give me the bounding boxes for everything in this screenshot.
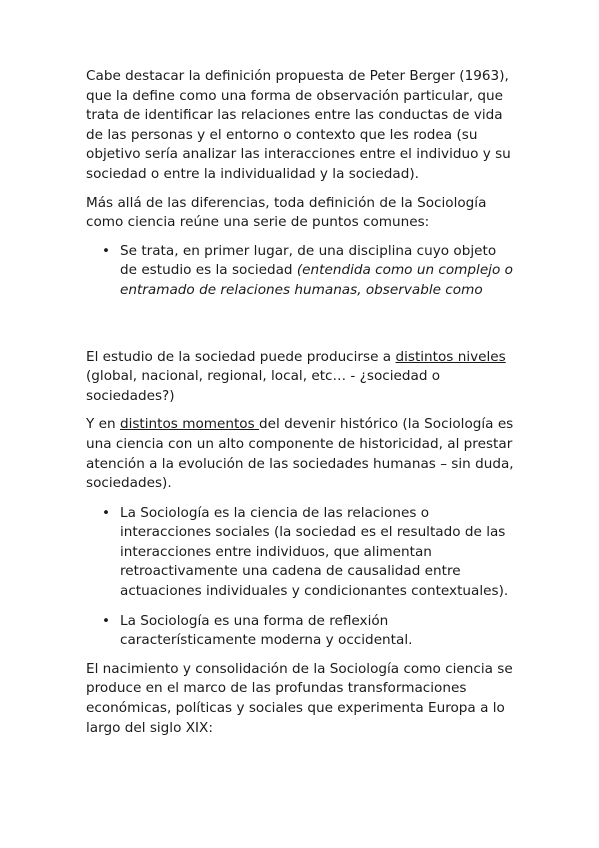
- bullet-icon: •: [102, 504, 111, 521]
- underlined-moments: distintos momentos: [119, 416, 260, 433]
- bullet-icon: •: [102, 612, 111, 629]
- list-item: [86, 504, 516, 602]
- underlined-levels: distintos niveles: [395, 348, 506, 365]
- list-item-text: La Sociología es una forma de reflexión característicamente moderna y occidental.: [120, 612, 413, 649]
- paragraph-levels: [86, 348, 516, 407]
- paragraph-common-points: Más allá de las diferencias, toda definición de la Sociología como ciencia reúne una serie de puntos comunes:: [86, 194, 487, 231]
- paragraph-moments-text: Y en: [86, 416, 120, 433]
- bullet-list-sociology: [86, 504, 516, 651]
- list-item-text: Se trata, en primer lugar, de una disciplina cuyo objeto de estudio es la sociedad: [120, 242, 497, 279]
- paragraph-berger-definition: Cabe destacar la definición propuesta de Peter Berger (1963), que la define como una forma de observación particular, que trata de identificar las relaciones entre las conductas de vida de las personas y el entorno o contexto que les rodea (su objetivo sería analizar las interacciones entre el individuo y su sociedad o entre la individualidad y la sociedad).: [86, 68, 511, 182]
- paragraph-levels-text: El estudio de la sociedad puede producirse a: [86, 348, 396, 365]
- paragraph-moments: [86, 415, 516, 493]
- paragraph-levels-rest: (global, nacional, regional, local, etc… - ¿sociedad o sociedades?): [86, 368, 441, 404]
- bullet-icon: •: [102, 242, 111, 259]
- list-item: [86, 612, 516, 651]
- document-page: [86, 67, 516, 738]
- bullet-list-object: [86, 242, 516, 301]
- list-item-italic-text: (entendida como un complejo o entramado de relaciones humanas, observable como: [120, 262, 513, 298]
- paragraph-moments-rest: del devenir histórico (la Sociología es una ciencia con un alto componente de historicidad, al prestar atención a la evolución de las sociedades humanas – sin duda, sociedades).: [86, 416, 514, 492]
- list-item: [86, 242, 516, 301]
- paragraph-birth-of-sociology: El nacimiento y consolidación de la Sociología como ciencia se produce en el marco de las profundas transformaciones económicas, políticas y sociales que experimenta Europa a lo largo del siglo XIX:: [86, 660, 513, 736]
- list-item-text: La Sociología es la ciencia de las relaciones o interacciones sociales (la sociedad es el resultado de las interacciones entre individuos, que alimentan retroactivamente una cadena de causalidad entre actuaciones individuales y condicionantes contextuales).: [120, 504, 509, 600]
